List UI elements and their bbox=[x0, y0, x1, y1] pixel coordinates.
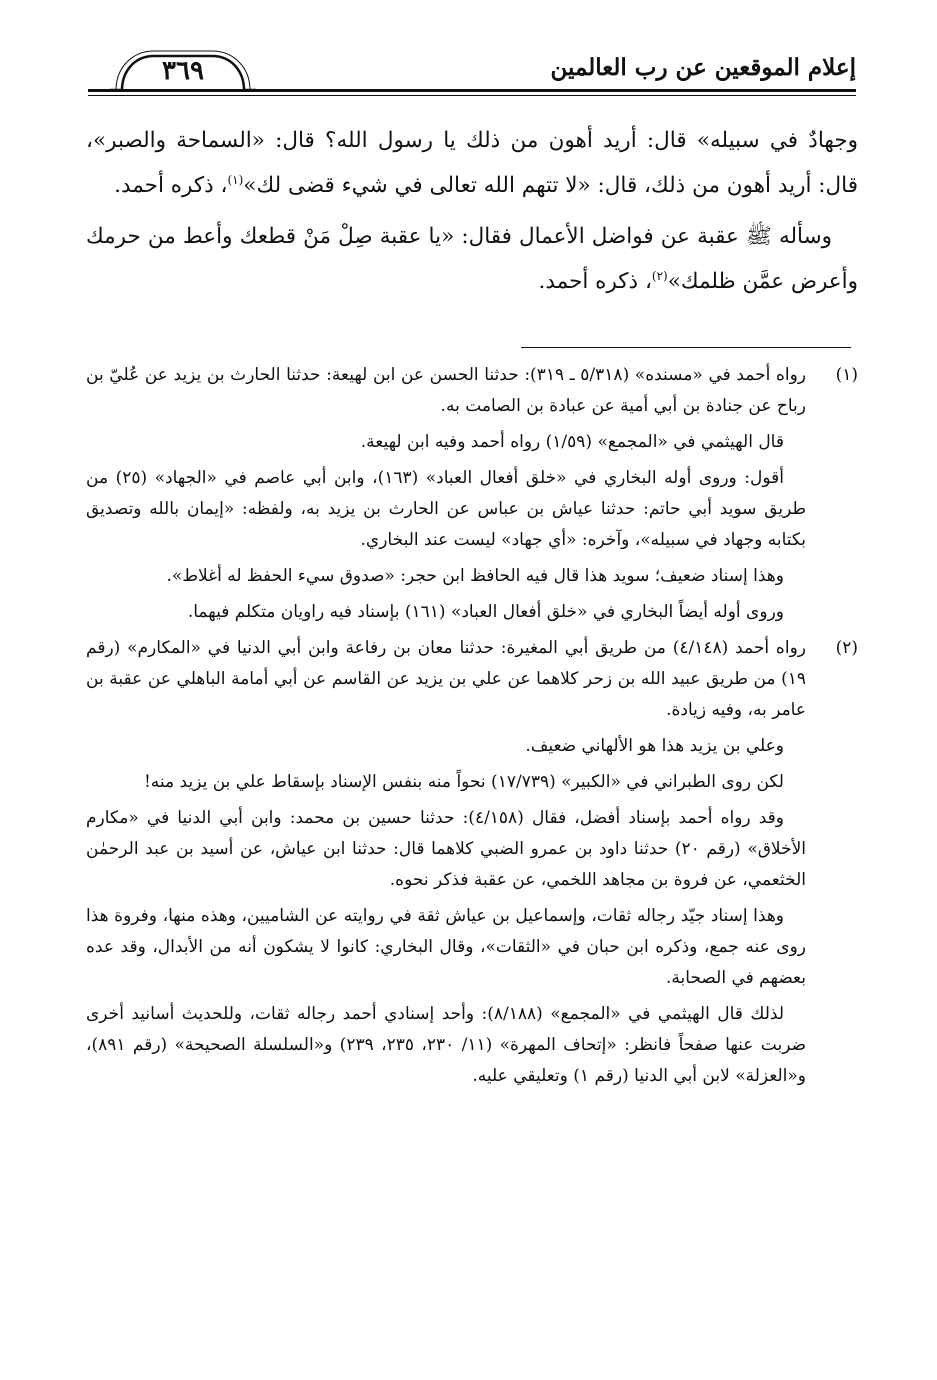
footnote-1 bbox=[86, 360, 858, 628]
footnote-number: (١) bbox=[835, 365, 858, 385]
footnote-2 bbox=[86, 633, 858, 1092]
footnote-paragraph: وهذا إسناد ضعيف؛ سويد هذا قال فيه الحافظ ابن حجر: «صدوق سيء الحفظ له أغلاط». bbox=[166, 566, 784, 586]
footnote-paragraph: وعلي بن يزيد هذا هو الألهاني ضعيف. bbox=[525, 736, 784, 756]
footnote-paragraph: وهذا إسناد جيّد رجاله ثقات، وإسماعيل بن عياش ثقة في روايته عن الشاميين، وهذه منها، وفروة هذا روى عنه جمع، وذكره ابن حبان في «الثقات»، وقال البخاري: كانوا لا يشكون أنه من الأبدال، وقد عده بعضهم في الصحابة. bbox=[86, 906, 806, 988]
page-number: ٣٦٩ bbox=[162, 56, 204, 86]
footnote-paragraph: لذلك قال الهيثمي في «المجمع» (٨/١٨٨): وأحد إسنادي أحمد رجاله ثقات، وللحديث أسانيد أخرى ضربت عنها صفحاً فانظر: «إتحاف المهرة» (١١/ ٢٣٠، ٢٣٥، ٢٣٩) و«السلسلة الصحيحة» (رقم ٨٩١)، و«العزلة» لابن أبي الدنيا (رقم ١) وتعليقي عليه. bbox=[86, 1004, 807, 1086]
footnote-paragraph: لكن روى الطبراني في «الكبير» (١٧/٧٣٩) نحواً منه بنفس الإسناد بإسقاط علي بن يزيد منه! bbox=[143, 772, 784, 792]
main-paragraph-tail: ، ذكره أحمد. bbox=[538, 269, 652, 294]
footnote-number: (٢) bbox=[835, 638, 858, 658]
footnotes bbox=[86, 360, 858, 1097]
footnote-paragraph: رواه أحمد (٤/١٤٨) من طريق أبي المغيرة: حدثنا معان بن رفاعة وابن أبي الدنيا في «المكارم» (رقم ١٩) من طريق عبيد الله بن زحر كلاهما عن علي بن يزيد عن القاسم عن أبي أمامة الباهلي عن عقبة بن عامر به، وفيه زيادة. bbox=[86, 638, 806, 720]
main-paragraph-tail: ، ذكره أحمد. bbox=[114, 173, 228, 198]
main-paragraph-text: وجهادٌ في سبيله» قال: أريد أهون من ذلك يا رسول الله؟ قال: «السماحة والصبر»، قال: أريد أهون من ذلك، قال: «لا تتهم الله تعالى في شيء قضى لك» bbox=[86, 128, 858, 198]
footnote-reference[interactable]: (٢) bbox=[651, 268, 668, 283]
footnote-paragraph: رواه أحمد في «مسنده» (٥/٣١٨ ـ ٣١٩): حدثنا الحسن عن ابن لهيعة: حدثنا الحارث بن يزيد عن عُليّ بن رباح عن جنادة بن أبي أمية عن عبادة بن الصامت به. bbox=[86, 365, 806, 416]
footnote-paragraph: أقول: وروى أوله البخاري في «خلق أفعال العباد» (١٦٣)، وابن أبي عاصم في «الجهاد» (٢٥) من طريق سويد أبي حاتم: حدثنا عياش بن عباس عن الحارث بن يزيد به، ولفظه: «إيمان بالله وتصديق بكتابه وجهاد في سبيله»، وآخره: «أي جهاد» ليست عند البخاري. bbox=[86, 468, 806, 550]
footnote-paragraph: قال الهيثمي في «المجمع» (١/٥٩) رواه أحمد وفيه ابن لهيعة. bbox=[360, 432, 784, 452]
footnote-paragraph: وقد رواه أحمد بإسناد أفضل، فقال (٤/١٥٨): حدثنا حسين بن محمد: وابن أبي الدنيا في «مكارم الأخلاق» (رقم ٢٠) حدثنا داود بن عمرو الضبي كلاهما قال: حدثنا ابن عياش، عن أسيد بن عبد الرحمٰن الخثعمي، عن فروة بن مجاهد اللخمي، عن عقبة فذكر نحوه. bbox=[86, 808, 806, 890]
main-paragraph bbox=[86, 214, 858, 304]
footnote-reference[interactable]: (١) bbox=[227, 172, 244, 187]
main-text bbox=[86, 118, 858, 310]
main-paragraph-text: وسأله ﷺ عقبة عن فواضل الأعمال فقال: «يا عقبة صِلْ مَنْ قطعك وأعط من حرمك وأعرض عمَّن ظلمك» bbox=[86, 224, 858, 294]
footnote-paragraph: وروى أوله أيضاً البخاري في «خلق أفعال العباد» (١٦١) بإسناد فيه راويان متكلم فيهما. bbox=[187, 602, 784, 622]
header-rule-thin bbox=[88, 95, 856, 96]
page-header bbox=[88, 48, 856, 108]
running-title: إعلام الموقعين عن رب العالمين bbox=[550, 54, 856, 81]
main-paragraph bbox=[86, 118, 858, 208]
footnote-separator bbox=[521, 347, 851, 348]
header-rule-thick bbox=[88, 89, 856, 92]
